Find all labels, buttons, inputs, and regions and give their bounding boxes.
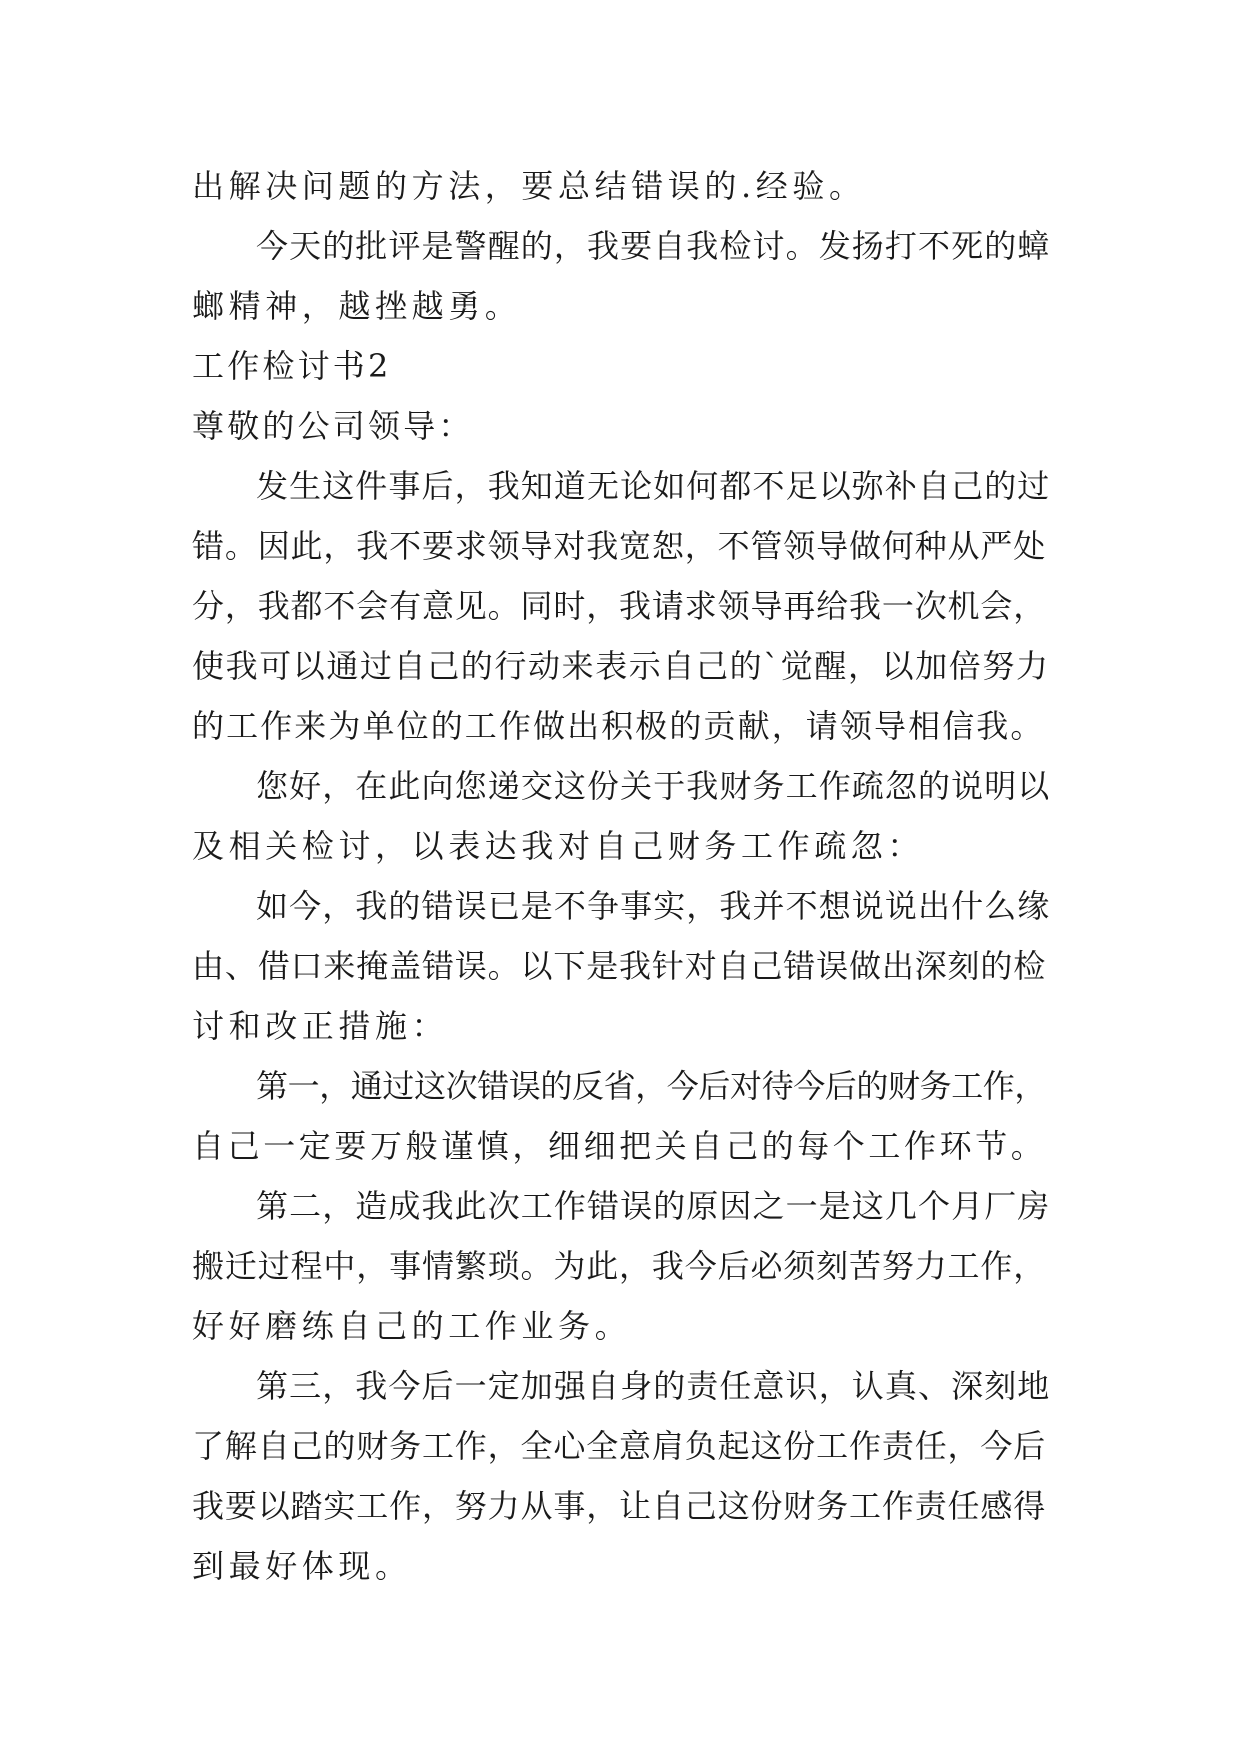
text-line: 到最好体现。: [192, 1547, 412, 1585]
paragraph-first-line: 今天的批评是警醒的，我要自我检讨。发扬打不死的蟑: [256, 227, 1051, 265]
text-line: 使我可以通过自己的行动来表示自己的`觉醒，以加倍努力: [192, 647, 1050, 685]
text-line: 自己一定要万般谨慎，细细把关自己的每个工作环节。: [192, 1127, 1047, 1165]
text-line: 及相关检讨，以表达我对自己财务工作疏忽：: [192, 827, 925, 865]
salutation: 尊敬的公司领导：: [192, 407, 474, 445]
text-line: 好好磨练自己的工作业务。: [192, 1307, 632, 1345]
paragraph-first-line: 您好，在此向您递交这份关于我财务工作疏忽的说明以: [256, 767, 1051, 805]
paragraph-first-line: 发生这件事后，我知道无论如何都不足以弥补自己的过: [256, 467, 1051, 505]
text-line: 的工作来为单位的工作做出积极的贡献，请领导相信我。: [192, 707, 1045, 745]
text-line: 讨和改正措施：: [192, 1007, 449, 1045]
paragraph-first-line: 第三，我今后一定加强自身的责任意识，认真、深刻地: [256, 1367, 1051, 1405]
text-line: 由、借口来掩盖错误。以下是我针对自己错误做出深刻的检: [192, 947, 1047, 985]
paragraph-first-line: 第二，造成我此次工作错误的原因之一是这几个月厂房: [256, 1187, 1051, 1225]
section-heading: 工作检讨书2: [192, 347, 392, 385]
paragraph-first-line: 第一，通过这次错误的反省，今后对待今后的财务工作，: [256, 1067, 1047, 1105]
paragraph-first-line: 如今，我的错误已是不争事实，我并不想说说出什么缘: [256, 887, 1051, 925]
text-line: 了解自己的财务工作，全心全意肩负起这份工作责任，今后: [192, 1427, 1047, 1465]
text-line: 螂精神，越挫越勇。: [192, 287, 522, 325]
text-line: 分，我都不会有意见。同时，我请求领导再给我一次机会，: [192, 587, 1047, 625]
text-line: 出解决问题的方法，要总结错误的.经验。: [192, 167, 866, 205]
text-line: 搬迁过程中，事情繁琐。为此，我今后必须刻苦努力工作，: [192, 1247, 1047, 1285]
text-line: 我要以踏实工作，努力从事，让自己这份财务工作责任感得: [192, 1487, 1047, 1525]
text-line: 错。因此，我不要求领导对我宽恕，不管领导做何种从严处: [192, 527, 1047, 565]
